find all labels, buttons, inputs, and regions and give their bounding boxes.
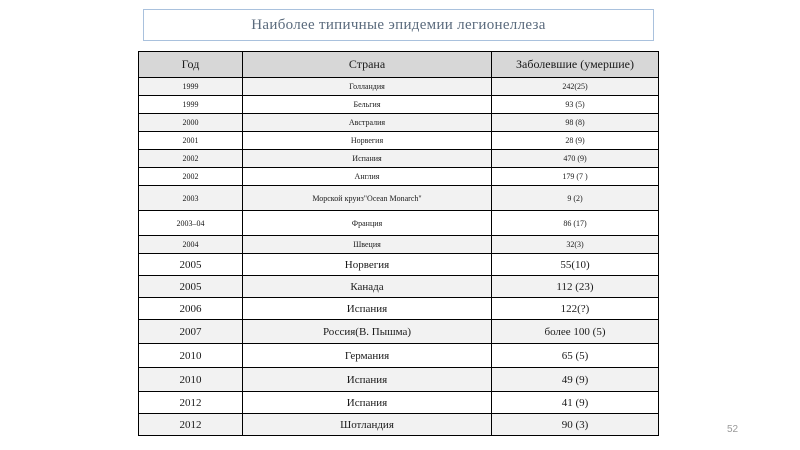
cell-country: Англия [243,168,492,186]
cell-country: Россия(В. Пышма) [243,320,492,344]
table-row [139,96,659,114]
table-row [139,132,659,150]
table-header-row [139,52,659,78]
table-row [139,186,659,211]
cell-cases: 93 (5) [492,96,659,114]
cell-cases: 122(?) [492,298,659,320]
table-row [139,298,659,320]
epidemics-table [138,51,659,436]
cell-country: Австралия [243,114,492,132]
cell-cases: 9 (2) [492,186,659,211]
cell-country: Голландия [243,78,492,96]
cell-country: Франция [243,211,492,236]
table-row [139,150,659,168]
cell-year: 1999 [139,96,243,114]
cell-country: Шотландия [243,414,492,436]
cell-year: 1999 [139,78,243,96]
cell-year: 2010 [139,344,243,368]
table-row [139,114,659,132]
table-row [139,276,659,298]
table-row [139,320,659,344]
cell-country: Испания [243,392,492,414]
cell-cases: 179 (7 ) [492,168,659,186]
cell-cases: 28 (9) [492,132,659,150]
cell-year: 2005 [139,254,243,276]
cell-year: 2012 [139,392,243,414]
table-row [139,392,659,414]
header-country: Страна [243,52,492,78]
header-cases: Заболевшие (умершие) [492,52,659,78]
table-row [139,344,659,368]
cell-cases: 112 (23) [492,276,659,298]
cell-country: Норвегия [243,254,492,276]
cell-country: Канада [243,276,492,298]
cell-year: 2002 [139,150,243,168]
cell-cases: 470 (9) [492,150,659,168]
cell-year: 2012 [139,414,243,436]
table-row [139,414,659,436]
cell-year: 2010 [139,368,243,392]
cell-year: 2007 [139,320,243,344]
header-year: Год [139,52,243,78]
cell-year: 2003 [139,186,243,211]
cell-country: Норвегия [243,132,492,150]
cell-year: 2004 [139,236,243,254]
cell-cases: 90 (3) [492,414,659,436]
table-row [139,78,659,96]
cell-country: Бельгия [243,96,492,114]
cell-cases: 86 (17) [492,211,659,236]
cell-cases: 242(25) [492,78,659,96]
table-row [139,236,659,254]
cell-cases: 32(3) [492,236,659,254]
cell-country: Испания [243,150,492,168]
cell-year: 2003–04 [139,211,243,236]
cell-cases: 55(10) [492,254,659,276]
page-number: 52 [727,424,739,435]
cell-country: Германия [243,344,492,368]
cell-year: 2001 [139,132,243,150]
cell-country: Испания [243,368,492,392]
cell-cases: 98 (8) [492,114,659,132]
cell-country: Испания [243,298,492,320]
cell-year: 2006 [139,298,243,320]
cell-country: Морской круиз"Ocean Monarch" [243,186,492,211]
cell-cases: 41 (9) [492,392,659,414]
slide-title: Наиболее типичные эпидемии легионеллеза [143,9,654,41]
table-row [139,368,659,392]
cell-year: 2000 [139,114,243,132]
cell-year: 2005 [139,276,243,298]
table-row [139,211,659,236]
cell-cases: 65 (5) [492,344,659,368]
cell-cases: более 100 (5) [492,320,659,344]
cell-year: 2002 [139,168,243,186]
cell-country: Швеция [243,236,492,254]
cell-cases: 49 (9) [492,368,659,392]
table-row [139,254,659,276]
table-row [139,168,659,186]
